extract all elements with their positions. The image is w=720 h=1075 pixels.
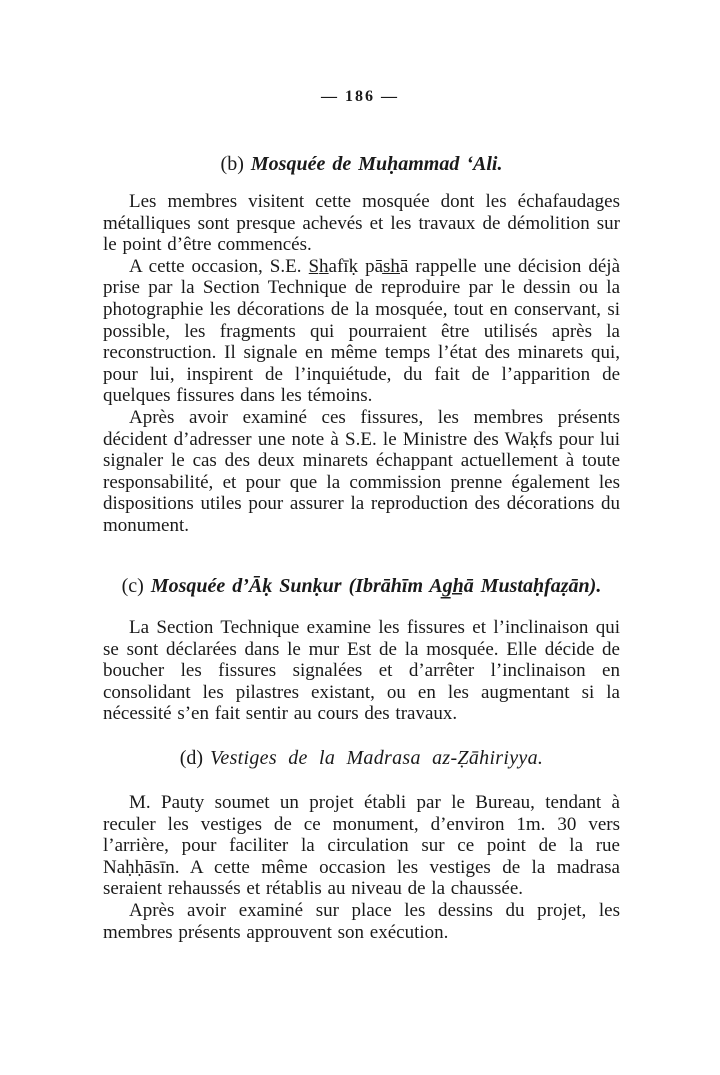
section-b-heading: [103, 151, 620, 177]
section-d-letter: (d): [179, 747, 204, 769]
paragraph: Après avoir examiné sur place les dessins du projet, les membres présents approuvent son exécution.: [103, 899, 620, 943]
section-d-title: Vestiges de la Madrasa az-Ẓāhiriyya.: [210, 747, 544, 769]
section-mosquee-ak-sunkur: [103, 573, 620, 725]
section-c-heading: [103, 573, 620, 599]
section-c-letter: (c): [121, 575, 144, 597]
page-number: — 186 —: [321, 88, 399, 105]
section-d-heading: [103, 745, 620, 771]
paragraph: La Section Technique examine les fissures et l’inclinaison qui se sont déclarées dans le mur Est de la mosquée. Elle décide de boucher les fissures signalées et d’arrêter l’inclinaison en consolidant les pilastres existant, ou en les augmentant si la nécessité s’en fait sentir au cours des travaux.: [103, 617, 620, 725]
section-mosquee-muhammad-ali: [103, 151, 620, 537]
section-b-title: Mosquée de Muḥammad ‘Ali.: [250, 153, 503, 175]
paragraph: Après avoir examiné ces fissures, les membres présents décident d’adresser une note à S.E. le Ministre des Waḳfs pour lui signaler le cas des deux minarets échappant actuellement à toute responsabilité, et pour que la commission prenne également les dispositions utiles pour assurer la reproduction des décorations du monument.: [103, 406, 620, 536]
section-vestiges-madrasa-zahiriyya: [103, 745, 620, 943]
paragraph: A cette occasion, S.E. S̲h̲afīḳ pās̲h̲ā rappelle une décision déjà prise par la Section Technique de reproduire par le dessin ou la photographie les décorations de la mosquée, tout en conservant, si possible, les fragments qui pourraient être utilisés après la reconstruction. Il signale en même temps l’état des minarets qui, pour lui, inspirent de l’inquiétude, du fait de l’apparition de quelques fissures dans les témoins.: [103, 255, 620, 407]
paragraph: M. Pauty soumet un projet établi par le Bureau, tendant à reculer les vestiges de ce monument, d’environ 1m. 30 vers l’arrière, pour faciliter la circulation sur ce point de la rue Naḥḥāsīn. A cette même occasion les vestiges de la madrasa seraient rehaussés et rétablis au niveau de la chaussée.: [103, 792, 620, 900]
section-b-letter: (b): [220, 153, 244, 175]
section-c-title: Mosquée d’Āḳ Sunḳur (Ibrāhīm Ag̲h̲ā Mustaḥfaẓān).: [150, 575, 602, 597]
paragraph: Les membres visitent cette mosquée dont les échafaudages métalliques sont presque achevés et les travaux de démolition sur le point d’être commencés.: [103, 191, 620, 256]
